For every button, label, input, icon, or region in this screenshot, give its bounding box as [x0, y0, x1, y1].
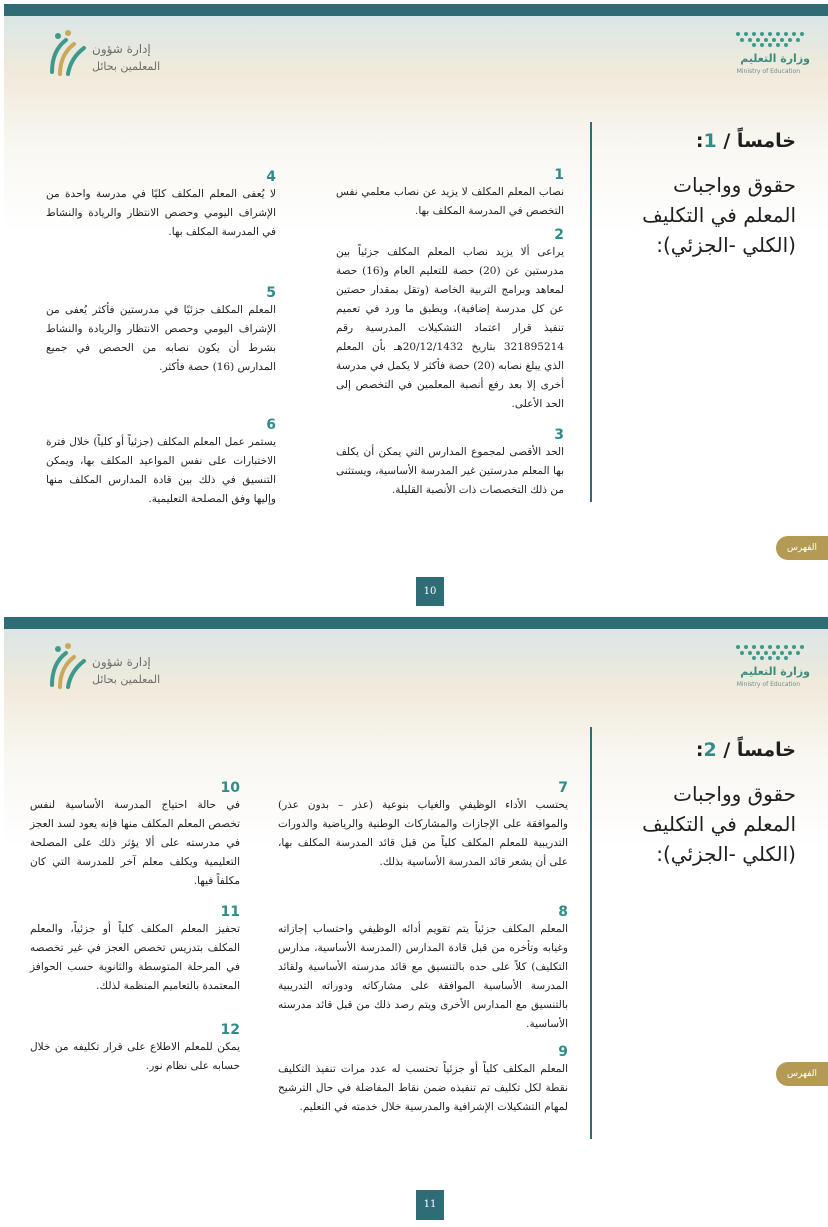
item-text: في حالة احتياج المدرسة الأساسية لنفس تخصص المعلم المكلف منها فإنه يعود لسد العجز في مدرسته على ألا يؤثر ذلك على المصلحة التعليمية ويكلف معلم آخر للمدرسة التي كان مكلفاً فيها. — [30, 799, 240, 887]
item-text: يمكن للمعلم الاطلاع على قرار تكليفه من خلال حسابه على نظام نور. — [30, 1041, 240, 1072]
rule-item — [278, 1045, 568, 1117]
rule-item — [46, 286, 276, 377]
rule-item — [278, 905, 568, 1034]
item-number: 7 — [558, 780, 568, 796]
item-text: نصاب المعلم المكلف لا يزيد عن نصاب معلمي نفس التخصص في المدرسة المكلف بها. — [336, 186, 564, 217]
ministry-name: وزارة التعليم — [740, 52, 810, 65]
rule-item — [336, 168, 564, 221]
department-name-line2: المعلمين بحائل — [92, 673, 161, 686]
page-title — [586, 170, 796, 260]
document-page-11 — [4, 617, 828, 1223]
ministry-name-en: Ministry of Education — [736, 681, 800, 688]
item-number: 10 — [220, 780, 240, 796]
rule-item — [336, 228, 564, 414]
item-number: 9 — [558, 1044, 568, 1060]
section-title-block — [586, 739, 796, 869]
section-title-block — [586, 130, 796, 260]
item-number: 8 — [558, 904, 568, 920]
page-number: 10 — [416, 577, 444, 606]
department-emblem-icon — [44, 28, 90, 78]
title-line: المعلم في التكليف — [642, 203, 796, 227]
index-tab-button[interactable]: الفهرس — [776, 536, 828, 560]
item-text: يحتسب الأداء الوظيفي والغياب بنوعية (عذر – بدون عذر) والموافقة على الإجازات والمشاركات الوطنية والرياضية والدورات التدريبية للمعلم المكلف كلياً من قبل قائد المدرسة المكلف بها، على أن يشعر قائد المدرسة الأساسية بذلك. — [278, 799, 568, 868]
page-number: 11 — [416, 1190, 444, 1220]
title-line: (الكلي -الجزئي): — [656, 233, 796, 257]
rule-item — [30, 905, 240, 996]
rule-item — [336, 428, 564, 500]
ministry-logo — [715, 26, 810, 76]
ministry-name: وزارة التعليم — [740, 665, 810, 678]
rule-item — [278, 781, 568, 872]
section-heading — [586, 130, 796, 152]
page-title — [586, 779, 796, 869]
item-text: المعلم المكلف جزئيًا في مدرستين فأكثر يُعفى من الإشراف اليومي وحصص الانتظار والريادة والنشاط بشرط أن يكون نصابه من الحصص في جميع المدارس (16) حصة فأكثر. — [46, 304, 276, 373]
section-prefix: خامساً / — [716, 739, 796, 761]
item-number: 12 — [220, 1022, 240, 1038]
rule-item — [46, 170, 276, 242]
department-name-line1: إدارة شؤون — [92, 655, 151, 669]
item-number: 11 — [220, 904, 240, 920]
department-name-line1: إدارة شؤون — [92, 42, 151, 56]
section-prefix: خامساً / — [716, 130, 796, 152]
item-text: يستمر عمل المعلم المكلف (جزئياً أو كلياً) خلال فترة الاختبارات على نفس المواعيد المكلف بها، ويمكن التنسيق في ذلك بين قادة المدارس المكلف منها وإليها وفق المصلحة التعليمية. — [46, 436, 276, 505]
item-number: 1 — [554, 167, 564, 183]
rule-item — [30, 781, 240, 891]
item-text: تحفيز المعلم المكلف كلياً أو جزئياً، والمعلم المكلف بتدريس تخصص العجز في غير تخصصه في المرحلة المتوسطة والثانوية حسب الحوافز المعتمدة بالتعاميم المنظمة لذلك. — [30, 923, 240, 992]
section-suffix: : — [695, 130, 704, 152]
department-logo — [44, 641, 194, 701]
rule-item — [46, 418, 276, 509]
ministry-logo — [715, 639, 810, 689]
section-number: 1 — [703, 130, 717, 152]
section-suffix: : — [695, 739, 704, 761]
item-text: يراعى ألا يزيد نصاب المعلم المكلف جزئياً بين مدرستين عن (20) حصة للتعليم العام و(16) حصة لمعاهد وبرامج التربية الخاصة (وتقل بمقدار حصتين عن كل مدرسة إضافية)، ويطبق ما ورد في تعميم تنفيذ قرار اعتماد التشكيلات المدرسية رقم 321895214 بتاريخ 20/12/1432هـ بأن المعلم الذي يبلغ نصابه (20) حصة فأكثر لا يكمل في مدرسة أخرى إلا بعد رفع أنصبة المعلمين في التخصص إلى الحد الأعلى. — [336, 246, 564, 410]
section-divider — [590, 727, 592, 1139]
item-number: 6 — [266, 417, 276, 433]
item-text: المعلم المكلف جزئياً يتم تقويم أدائه الوظيفي واحتساب إجازاته وغيابه وتأخره من قبل قادة المدارس (المدرسة الأساسية، مدارس التكليف) كلاً على حده بالتنسيق مع قائد مدرسته الأساسية ولقائد المدرسة الأساسية الموافقة على مشاركاته ودوراته التدريبية بالتنسيق مع المدارس الأخرى ويتم رصد ذلك من قبل قائد مدرسته الأساسية. — [278, 923, 568, 1030]
title-line: (الكلي -الجزئي): — [656, 842, 796, 866]
department-logo — [44, 28, 194, 88]
ministry-dots-icon — [734, 643, 806, 661]
item-number: 4 — [266, 169, 276, 185]
item-text: لا يُعفى المعلم المكلف كليًا في مدرسة واحدة من الإشراف اليومي وحصص الانتظار والريادة والنشاط في المدرسة المكلف بها. — [46, 188, 276, 238]
index-tab-button[interactable]: الفهرس — [776, 1062, 828, 1086]
section-divider — [590, 122, 592, 502]
ministry-name-en: Ministry of Education — [736, 68, 800, 75]
rule-item — [30, 1023, 240, 1076]
section-number: 2 — [703, 739, 717, 761]
document-page-10 — [4, 4, 828, 606]
department-emblem-icon — [44, 641, 90, 691]
title-line: حقوق وواجبات — [673, 782, 796, 806]
page-top-bar — [4, 617, 828, 629]
item-number: 2 — [554, 227, 564, 243]
section-heading — [586, 739, 796, 761]
item-number: 3 — [554, 427, 564, 443]
department-name-line2: المعلمين بحائل — [92, 60, 161, 73]
page-top-bar — [4, 4, 828, 16]
item-number: 5 — [266, 285, 276, 301]
title-line: المعلم في التكليف — [642, 812, 796, 836]
item-text: المعلم المكلف كلياً أو جزئياً تحتسب له عدد مرات تنفيذ التكليف نقطة لكل تكليف تم تنفيذه ضمن نقاط المفاضلة في حال الترشيح لمهام التشكيلات الإشرافية والمدرسية خلال خدمته في التعليم. — [278, 1063, 568, 1113]
title-line: حقوق وواجبات — [673, 173, 796, 197]
ministry-dots-icon — [734, 30, 806, 48]
item-text: الحد الأقصى لمجموع المدارس التي يمكن أن يكلف بها المعلم مدرستين غير المدرسة الأساسية، ويستثنى من ذلك التخصصات ذات الأنصبة القليلة. — [336, 446, 564, 496]
